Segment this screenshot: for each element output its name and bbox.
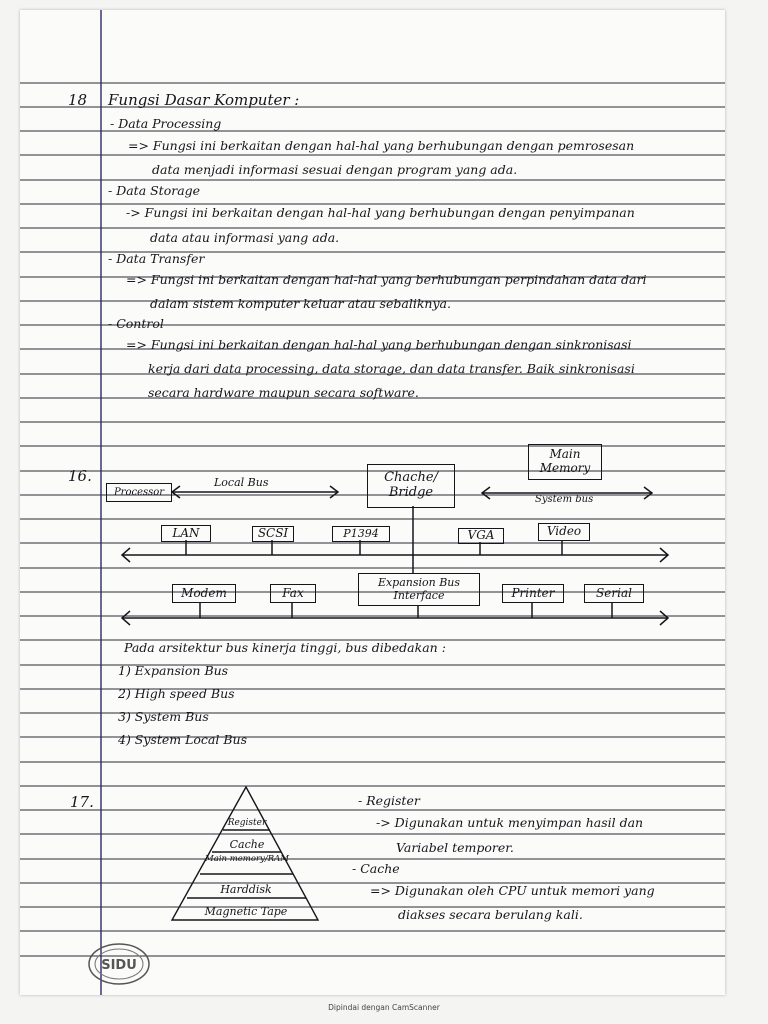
lan-box: LAN (161, 525, 211, 542)
section-18-number: 18 (68, 91, 88, 109)
section-17-number: 17. (70, 793, 94, 811)
bridge-label-2: Bridge (388, 485, 434, 500)
fax-box: Fax (270, 584, 316, 603)
register-heading: - Register (358, 793, 420, 808)
main-memory-label-1: Main (549, 447, 581, 462)
bridge-label-1: Chache/ (384, 470, 438, 486)
system-bus-label: System bus (535, 494, 594, 505)
expansion-label-1: Expansion Bus (377, 575, 461, 589)
bus-list-item-2: 2) High speed Bus (118, 686, 235, 701)
data-storage-heading: - Data Storage (108, 183, 201, 198)
cache-line-2: diakses secara berulang kali. (398, 907, 583, 922)
data-transfer-heading: - Data Transfer (108, 251, 205, 266)
vga-box: VGA (458, 528, 504, 544)
data-transfer-line-1: => Fungsi ini berkaitan dengan hal-hal yang berhubungan perpindahan data dari (126, 272, 647, 287)
processor-box: Processor (106, 483, 172, 502)
control-heading: - Control (108, 316, 164, 331)
pyramid-cache: Cache (229, 838, 265, 851)
pyramid-harddisk: Harddisk (220, 883, 272, 896)
data-processing-heading: - Data Processing (110, 116, 222, 131)
pyramid-main-memory: Main memory/RAM (205, 854, 289, 864)
modem-box: Modem (172, 584, 236, 603)
control-line-3: secara hardware maupun secara software. (148, 385, 419, 400)
register-line-2: Variabel temporer. (396, 840, 514, 855)
pyramid-register: Register (227, 818, 267, 828)
scanner-footer: Dipindai dengan CamScanner (328, 1003, 440, 1012)
local-bus-label: Local Bus (214, 476, 269, 489)
data-transfer-line-2: dalam sistem komputer keluar atau sebaliknya. (150, 296, 451, 311)
sidu-logo (85, 938, 153, 990)
control-line-1: => Fungsi ini berkaitan dengan hal-hal yang berhubungan dengan sinkronisasi (126, 337, 632, 352)
section-16-number: 16. (68, 467, 92, 485)
video-box: Video (538, 523, 590, 541)
data-storage-line-1: -> Fungsi ini berkaitan dengan hal-hal yang berhubungan dengan penyimpanan (126, 205, 635, 220)
logo-text: SIDU (101, 958, 137, 973)
serial-box: Serial (584, 584, 644, 603)
bus-intro-text: Pada arsitektur bus kinerja tinggi, bus dibedakan : (124, 640, 446, 655)
control-line-2: kerja dari data processing, data storage, dan data transfer. Baik sinkronisasi (148, 361, 635, 376)
pyramid-magnetic-tape: Magnetic Tape (204, 905, 288, 918)
p1394-box: P1394 (332, 526, 390, 542)
data-storage-line-2: data atau informasi yang ada. (150, 230, 340, 245)
scsi-box: SCSI (252, 526, 294, 542)
bus-list-item-3: 3) System Bus (118, 709, 209, 724)
printer-box: Printer (502, 584, 564, 603)
data-processing-line-1: => Fungsi ini berkaitan dengan hal-hal yang berhubungan dengan pemrosesan (128, 138, 635, 153)
data-processing-line-2: data menjadi informasi sesuai dengan program yang ada. (152, 162, 518, 177)
main-memory-label-2: Memory (539, 461, 591, 475)
bus-list-item-4: 4) System Local Bus (118, 732, 247, 747)
bus-list-item-1: 1) Expansion Bus (118, 663, 229, 678)
expansion-label-2: Interface (393, 588, 445, 602)
section-18-title: Fungsi Dasar Komputer : (108, 91, 300, 109)
register-line-1: -> Digunakan untuk menyimpan hasil dan (376, 815, 644, 830)
cache-line-1: => Digunakan oleh CPU untuk memori yang (370, 883, 655, 898)
cache-heading: - Cache (352, 861, 400, 876)
